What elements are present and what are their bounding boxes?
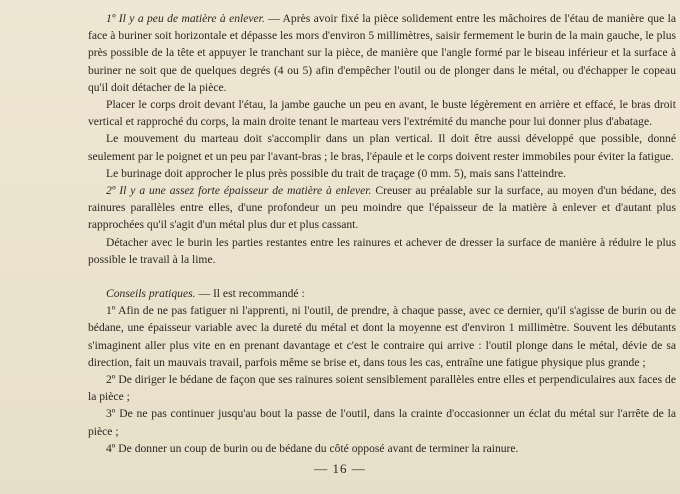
paragraph-6 xyxy=(88,234,676,268)
paragraph-5 xyxy=(88,182,676,234)
text-column xyxy=(88,10,676,457)
paragraph-text: 2º De diriger le bédane de façon que ses rainures soient sensiblement parallèles entre elles et perpendiculaires aux faces de la pièce ; xyxy=(88,373,676,404)
paragraph-text: Placer le corps droit devant l'étau, la jambe gauche un peu en avant, le buste légèrement en arrière et effacé, le bras droit vertical et rapproché du corps, la main droite tenant le marteau vers l'extrémité du manche pour lui donner plus d'abatage. xyxy=(88,98,676,129)
page-number: — 16 — xyxy=(314,461,366,476)
paragraph-text: Le burinage doit approcher le plus près possible du trait de traçage (0 mm. 5), mais sans l'atteindre. xyxy=(106,166,566,180)
paragraph-text: Détacher avec le burin les parties restantes entre les rainures et achever de dresser la surface de manière à réduire le plus possible le travail à la lime. xyxy=(88,235,676,266)
paragraph-4 xyxy=(88,165,676,182)
paragraph-7 xyxy=(88,285,676,302)
paragraph-text: 4º De donner un coup de burin ou de bédane du côté opposé avant de terminer la rainure. xyxy=(106,441,519,455)
paragraph-8 xyxy=(88,302,676,371)
section-heading-1: 1º Il y a peu de matière à enlever. xyxy=(106,12,265,25)
paragraph-text: 1º Afin de ne pas fatiguer ni l'apprenti, ni l'outil, de prendre, à chaque passe, avec ce dernier, qu'il s'agisse de burin ou de bédane, une épaisseur variable avec la dureté du métal et dont la moyenne est d'environ 1 millimètre. Souvent les débutants s'imaginent aller plus vite en en prenant davantage et c'est le contraire qui arrive : l'outil plonge dans le métal, dévie de sa direction, fait un mauvais travail, parfois même se brise et, dans tous les cas, entraîne une fatigue physique plus grande ; xyxy=(88,304,676,369)
section-heading-2: 2º Il y a une assez forte épaisseur de matière à enlever. xyxy=(106,184,372,198)
paragraph-2 xyxy=(88,96,676,130)
paragraph-10 xyxy=(88,405,676,439)
conseils-heading: Conseils pratiques. xyxy=(106,287,196,301)
paragraph-11 xyxy=(88,440,676,457)
paragraph-3 xyxy=(88,130,676,164)
paragraph-9 xyxy=(88,371,676,405)
paragraph-1 xyxy=(88,10,676,96)
paragraph-text: Creuser au préalable sur la surface, au moyen d'un bédane, des rainures parallèles entre elles, d'une profondeur un peu moindre que l'épaisseur de la matière à enlever et d'autant plus rapprochées qu'il s'agit d'un métal plus dur et plus cassant. xyxy=(88,184,676,232)
paragraph-text: 3º De ne pas continuer jusqu'au bout la passe de l'outil, dans la crainte d'occasionner un éclat du métal sur l'arrête de la pièce ; xyxy=(88,407,676,438)
paragraph-text: — Il est recommandé : xyxy=(195,287,305,301)
paragraph-text: Le mouvement du marteau doit s'accomplir dans un plan vertical. Il doit être aussi développé que possible, donné seulement par le poignet et un peu par l'avant-bras ; le bras, l'épaule et le corps doivent rester immobiles pour éviter la fatigue. xyxy=(88,132,676,163)
paragraph-text: — Après avoir fixé la pièce solidement entre les mâchoires de l'étau de manière que la face à buriner soit horizontale et dépasse les mors d'environ 5 millimètres, saisir fermement le burin de la main gauche, le plus près possible de la tête et appuyer le tranchant sur la pièce, de manière que l'angle formé par le biseau inférieur et la surface à buriner ne soit que de quelques degrés (4 ou 5) afin d'empêcher l'outil ou de plonger dans le métal, ou d'échapper le copeau qu'il doit détacher de la pièce. xyxy=(88,12,676,94)
